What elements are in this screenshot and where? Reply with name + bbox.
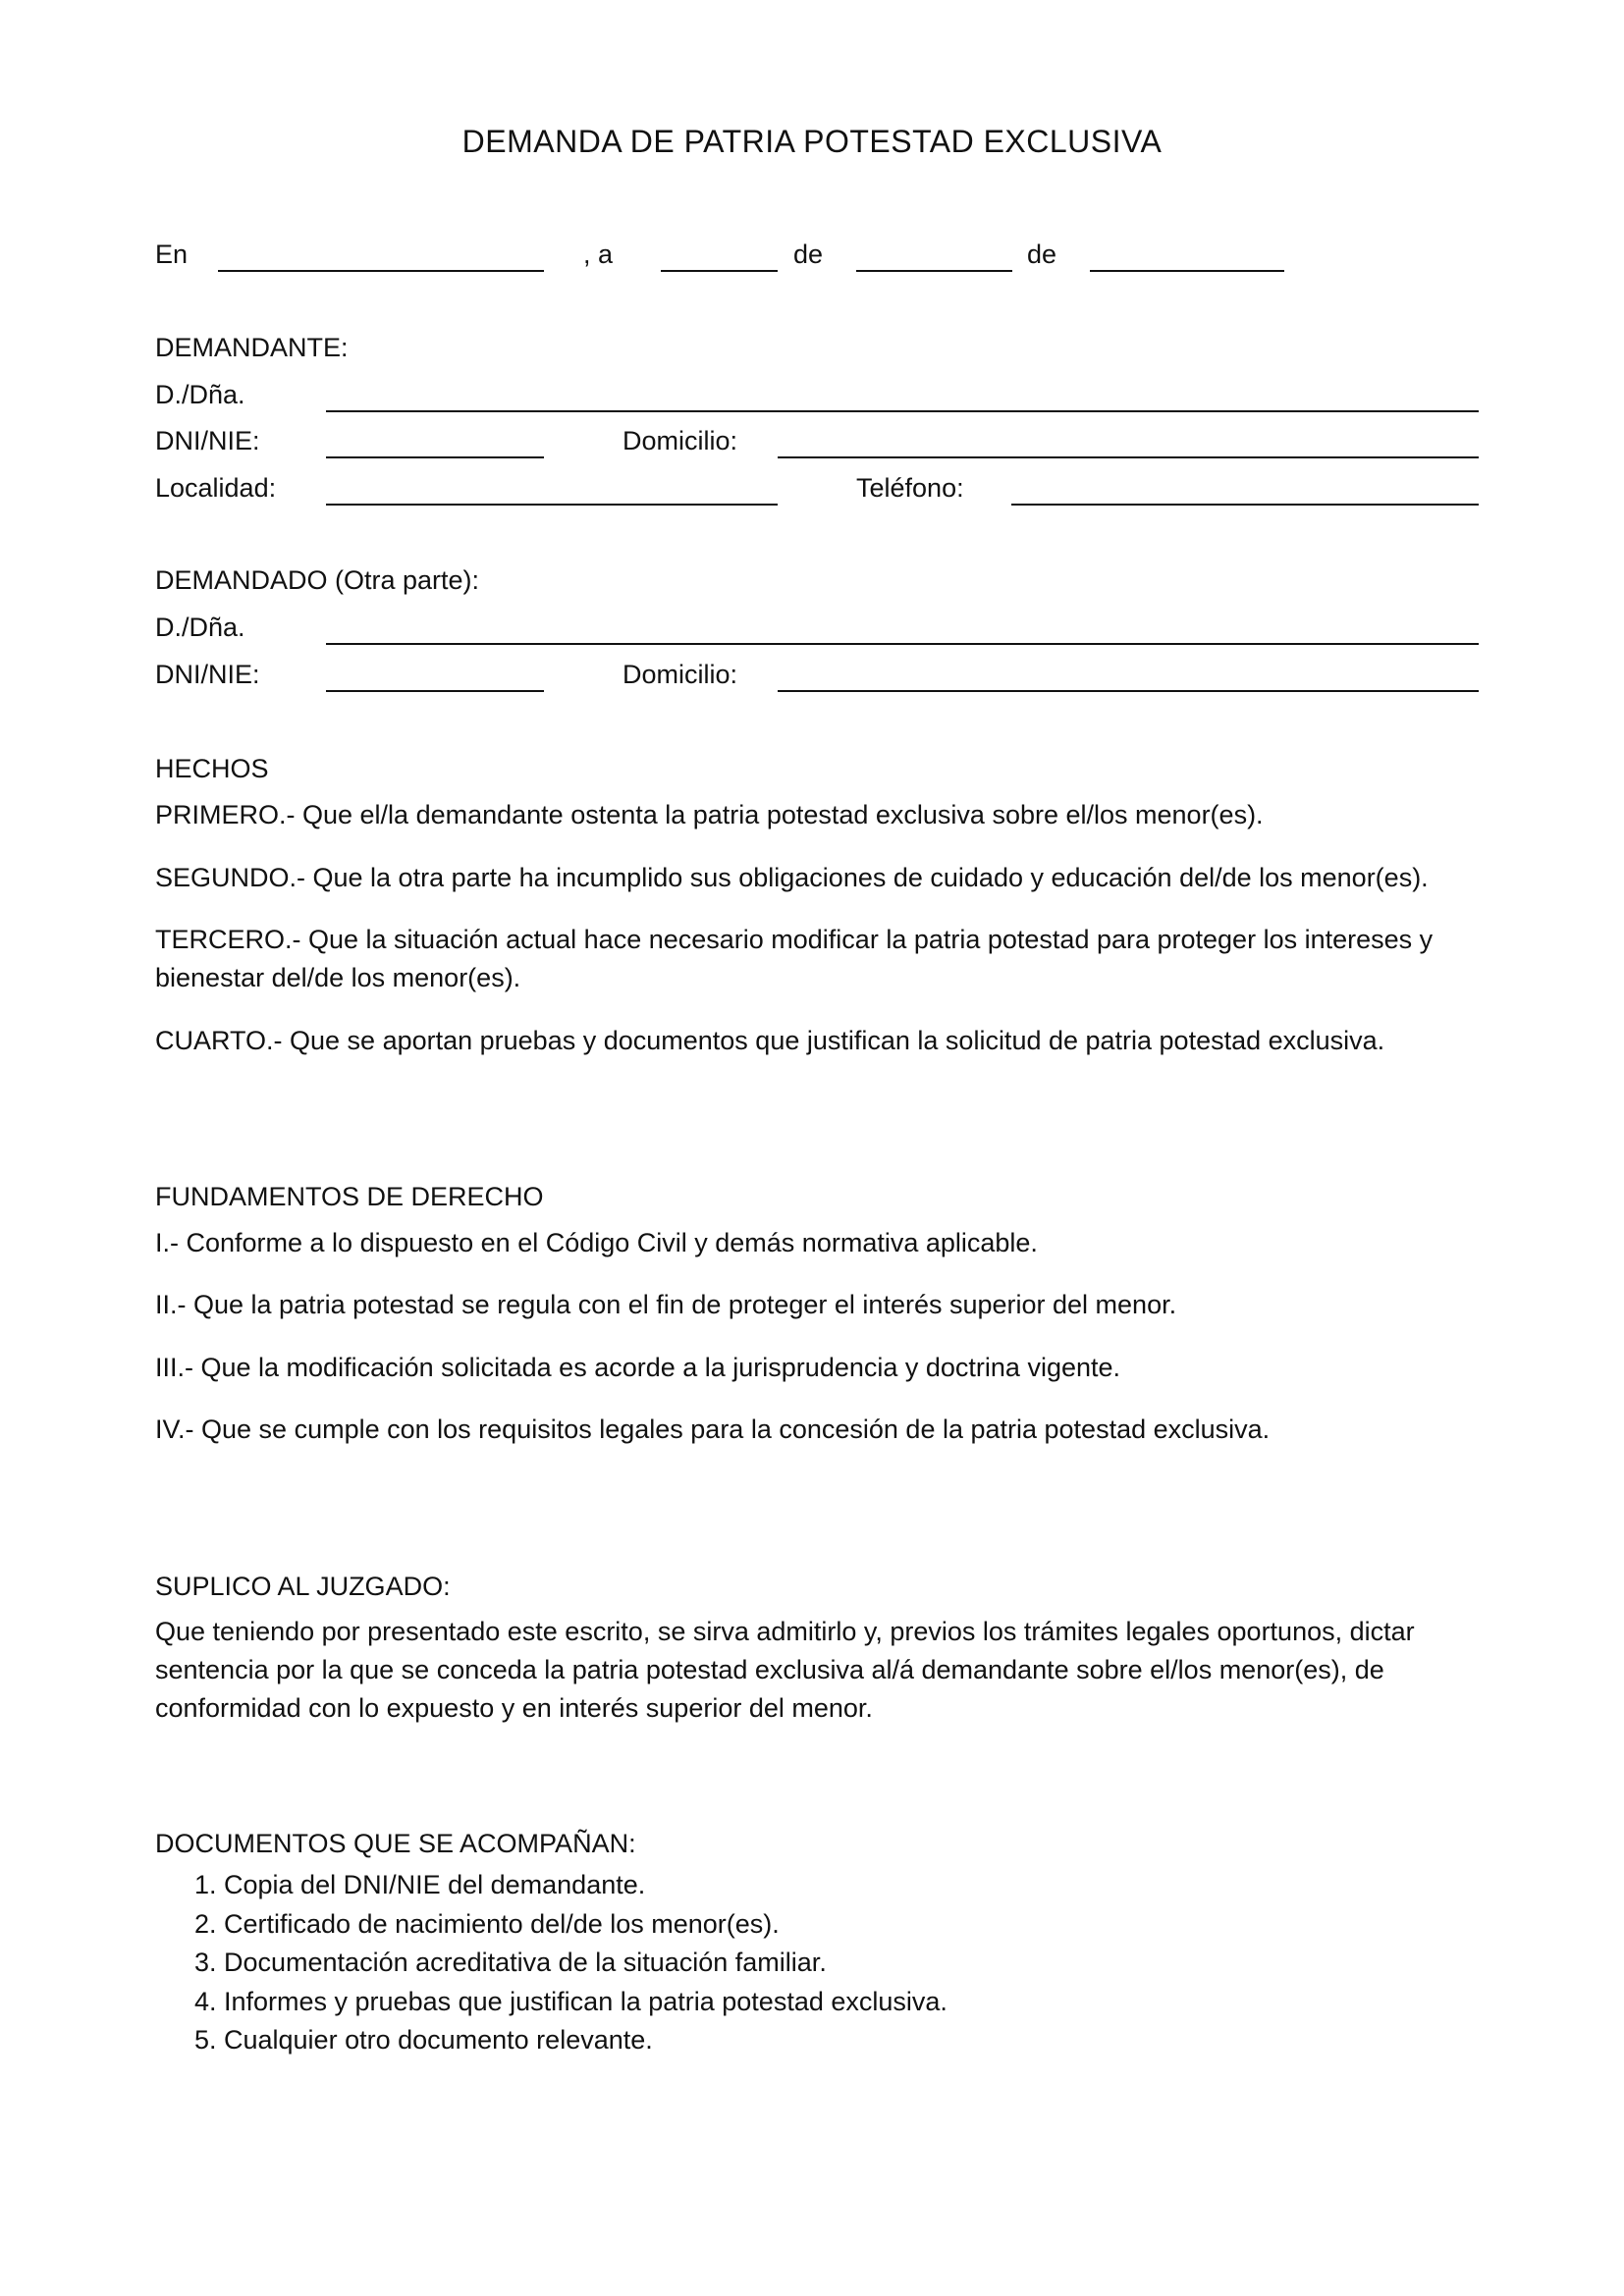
- demandante-domicilio-blank-line[interactable]: [778, 456, 1479, 458]
- demandante-domicilio-label: Domicilio:: [623, 426, 738, 455]
- demandado-domicilio-blank-line[interactable]: [778, 690, 1479, 692]
- suplico-heading: SUPLICO AL JUZGADO:: [155, 1572, 451, 1601]
- hechos-item-tercero: TERCERO.- Que la situación actual hace necesario modificar la patria potestad para proteger los intereses y bienestar del/de los menor(es).: [155, 925, 1434, 992]
- documentos-list-item: 5. Cualquier otro documento relevante.: [194, 2025, 653, 2055]
- demandante-name-label: D./Dña.: [155, 380, 245, 409]
- demandante-dni-label: DNI/NIE:: [155, 426, 260, 455]
- date-de2-label: de: [1027, 240, 1057, 269]
- day-blank-line[interactable]: [661, 270, 778, 272]
- hechos-item-cuarto: CUARTO.- Que se aportan pruebas y documentos que justifican la solicitud de patria potestad exclusiva.: [155, 1026, 1385, 1055]
- demandante-telefono-blank-line[interactable]: [1011, 504, 1479, 506]
- fundamentos-item-iv: IV.- Que se cumple con los requisitos legales para la concesión de la patria potestad exclusiva.: [155, 1415, 1271, 1444]
- demandado-dni-label: DNI/NIE:: [155, 660, 260, 689]
- hechos-item-primero: PRIMERO.- Que el/la demandante ostenta la patria potestad exclusiva sobre el/los menor(es).: [155, 800, 1264, 829]
- demandado-heading: DEMANDADO (Otra parte):: [155, 565, 480, 595]
- date-a-label: , a: [583, 240, 614, 269]
- demandado-name-blank-line[interactable]: [326, 643, 1479, 645]
- hechos-heading: HECHOS: [155, 754, 269, 783]
- year-blank-line[interactable]: [1090, 270, 1284, 272]
- fundamentos-item-ii: II.- Que la patria potestad se regula con el fin de proteger el interés superior del menor.: [155, 1290, 1177, 1319]
- date-en-label: En: [155, 240, 189, 269]
- documentos-heading: DOCUMENTOS QUE SE ACOMPAÑAN:: [155, 1829, 636, 1858]
- documentos-list-item: 2. Certificado de nacimiento del/de los menor(es).: [194, 1908, 780, 1939]
- documentos-list-item: 3. Documentación acreditativa de la situación familiar.: [194, 1948, 827, 1977]
- demandante-heading: DEMANDANTE:: [155, 333, 349, 362]
- demandante-name-blank-line[interactable]: [326, 410, 1479, 412]
- month-blank-line[interactable]: [856, 270, 1012, 272]
- documentos-list-item: 1. Copia del DNI/NIE del demandante.: [194, 1870, 646, 1899]
- fundamentos-item-iii: III.- Que la modificación solicitada es acorde a la jurisprudencia y doctrina vigente.: [155, 1353, 1121, 1382]
- demandado-dni-blank-line[interactable]: [326, 690, 544, 692]
- documentos-list-item: 4. Informes y pruebas que justifican la patria potestad exclusiva.: [194, 1986, 947, 2016]
- documentos-list: [155, 1866, 947, 2060]
- demandante-telefono-label: Teléfono:: [856, 473, 964, 503]
- fundamentos-heading: FUNDAMENTOS DE DERECHO: [155, 1182, 544, 1211]
- demandado-domicilio-label: Domicilio:: [623, 660, 738, 689]
- demandado-name-label: D./Dña.: [155, 613, 245, 642]
- demandante-localidad-blank-line[interactable]: [326, 504, 778, 506]
- city-blank-line[interactable]: [218, 270, 544, 272]
- fundamentos-item-i: I.- Conforme a lo dispuesto en el Código Civil y demás normativa aplicable.: [155, 1228, 1038, 1257]
- demandante-dni-blank-line[interactable]: [326, 456, 544, 458]
- hechos-item-segundo: SEGUNDO.- Que la otra parte ha incumplido sus obligaciones de cuidado y educación del/de los menor(es).: [155, 863, 1429, 892]
- date-de1-label: de: [793, 240, 824, 269]
- demandante-localidad-label: Localidad:: [155, 473, 277, 503]
- suplico-text: Que teniendo por presentado este escrito, se sirva admitirlo y, previos los trámites legales oportunos, dictar sentencia por la que se conceda la patria potestad exclusiva al/á demandante sobre el/los menor(es), de conformidad con lo expuesto y en interés superior del menor.: [155, 1617, 1415, 1723]
- document-title: DEMANDA DE PATRIA POTESTAD EXCLUSIVA: [461, 124, 1163, 159]
